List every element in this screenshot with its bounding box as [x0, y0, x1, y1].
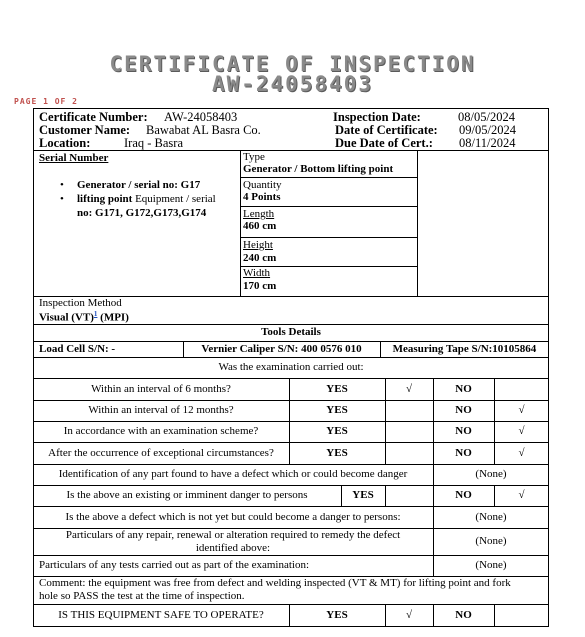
width-label: Width: [243, 267, 271, 279]
no-label: NO: [455, 425, 472, 438]
danger-no-label: NO: [455, 489, 472, 502]
location-label: Location:: [39, 136, 91, 150]
check-mark-icon: [385, 400, 433, 421]
certificate-date-value: 09/05/2024: [459, 123, 516, 137]
bullet-icon: •: [60, 179, 64, 191]
repair-answer: (None): [475, 535, 507, 548]
length-label: Length: [243, 208, 275, 220]
page-indicator: PAGE 1 OF 2: [14, 97, 78, 106]
yes-label: YES: [326, 404, 348, 417]
yes-label: YES: [326, 382, 348, 395]
type-label: Type: [243, 151, 265, 163]
inspection-date-value: 08/05/2024: [458, 110, 515, 124]
serial-item-lifting-point-numbers: no: G171, G172,G173,G174: [77, 207, 207, 219]
repair-question: Particulars of any repair, renewal or alteration required to remedy the defect identified above:: [65, 529, 401, 554]
examination-title: Was the examination carried out:: [218, 361, 364, 374]
identification-question: Identification of any part found to have a defect which or could become danger: [58, 468, 408, 481]
future-danger-question: Is the above a defect which is not yet but could become a danger to persons:: [65, 510, 401, 523]
danger-yes-label: YES: [352, 489, 374, 502]
safe-to-operate-question: IS THIS EQUIPMENT SAFE TO OPERATE?: [58, 609, 264, 622]
yes-label: YES: [326, 425, 348, 438]
check-mark-icon: √: [405, 609, 413, 622]
check-mark-icon: √: [405, 382, 413, 395]
certificate-title: CERTIFICATE OF INSPECTION: [109, 52, 476, 76]
load-cell-serial: Load Cell S/N: -: [39, 343, 116, 356]
no-label: NO: [455, 404, 472, 417]
quantity-value: 4 Points: [243, 191, 281, 203]
inspection-date-label: Inspection Date:: [333, 110, 421, 124]
safe-no-label: NO: [455, 609, 472, 622]
bullet-icon: •: [60, 193, 64, 205]
no-label: NO: [455, 446, 472, 459]
check-mark-icon: √: [518, 425, 525, 438]
identification-answer: (None): [475, 468, 507, 481]
inspection-method-label: Inspection Method: [39, 297, 122, 309]
comment-line-1: Comment: the equipment was free from defect and welding inspected (VT & MT) for lifting point and fork: [39, 577, 511, 589]
location-value: Iraq - Basra: [124, 136, 183, 150]
footnote-link[interactable]: 1: [93, 310, 98, 318]
exam-question: In accordance with an examination scheme?: [63, 425, 259, 438]
quantity-label: Quantity: [243, 179, 282, 191]
vernier-caliper-serial: Vernier Caliper S/N: 400 0576 010: [201, 343, 362, 356]
check-mark-icon: [385, 421, 433, 442]
check-mark-icon: [494, 378, 549, 400]
check-mark-icon: √: [518, 446, 525, 459]
customer-name-value: Bawabat AL Basra Co.: [146, 123, 261, 137]
future-danger-answer: (None): [475, 510, 507, 523]
safe-yes-label: YES: [326, 609, 348, 622]
yes-label: YES: [326, 446, 348, 459]
certificate-number-label: Certificate Number:: [39, 110, 148, 124]
certificate-number-value: AW-24058403: [164, 110, 238, 124]
due-date-value: 08/11/2024: [459, 136, 516, 150]
exam-question: Within an interval of 12 months?: [88, 404, 234, 417]
measuring-tape-serial: Measuring Tape S/N:10105864: [392, 343, 537, 356]
danger-question: Is the above an existing or imminent danger to persons: [66, 489, 308, 502]
serial-number-label: Serial Number: [39, 152, 109, 164]
check-mark-icon: √: [518, 489, 525, 502]
comment-line-2: hole so PASS the test at the time of inspection.: [39, 590, 245, 602]
no-label: NO: [455, 382, 472, 395]
customer-name-label: Customer Name:: [39, 123, 131, 137]
due-date-label: Due Date of Cert.:: [335, 136, 433, 150]
serial-item-lifting-point: lifting point Equipment / serial: [77, 193, 216, 205]
width-value: 170 cm: [243, 280, 277, 292]
type-value: Generator / Bottom lifting point: [243, 163, 394, 175]
length-value: 460 cm: [243, 220, 277, 232]
height-label: Height: [243, 239, 273, 251]
height-value: 240 cm: [243, 252, 277, 264]
tools-details-title: Tools Details: [261, 326, 321, 339]
exam-question: After the occurrence of exceptional circumstances?: [48, 446, 274, 459]
inspection-method-value: Visual (VT)$^1$ (MPI): [39, 310, 129, 324]
tests-answer: (None): [475, 559, 507, 572]
check-mark-icon: [385, 442, 433, 464]
serial-item-generator: Generator / serial no: G17: [77, 179, 201, 191]
tests-question: Particulars of any tests carried out as part of the examination:: [39, 559, 310, 572]
exam-question: Within an interval of 6 months?: [91, 382, 231, 395]
certificate-date-label: Date of Certificate:: [335, 123, 438, 137]
check-mark-icon: √: [518, 404, 525, 417]
certificate-number-title: AW-24058403: [211, 72, 374, 96]
